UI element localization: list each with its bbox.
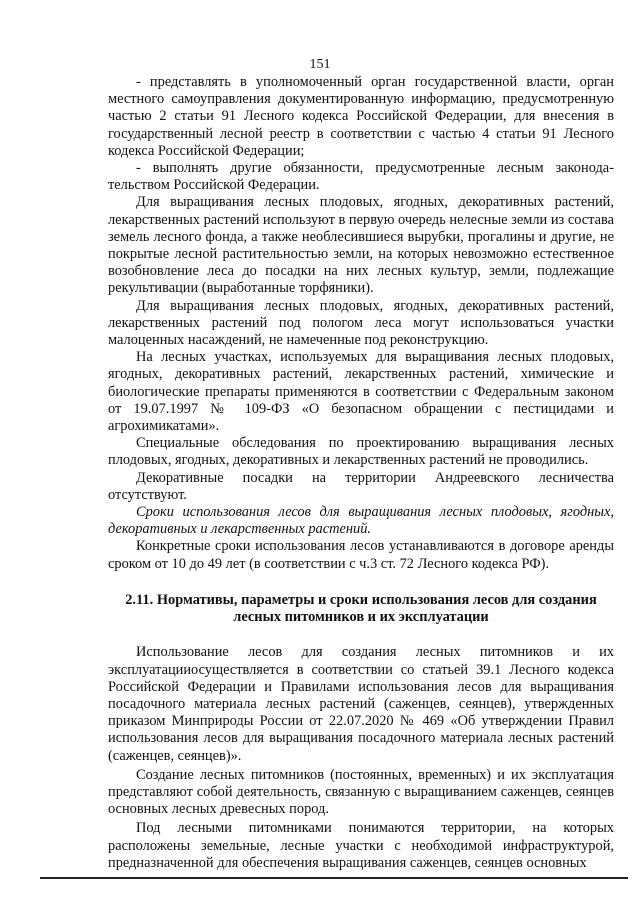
- paragraph-lease-terms: Конкретные сроки использования лесов устанавливаются в договоре аренды сроком от 10 до 49 лет (в соответствии с ч.3 ст. 72 Лесного кодекса РФ).: [108, 538, 614, 572]
- paragraph-nursery-creation: Создание лесных питомников (постоянных, временных) и их эксплуатация представляют собой деятельность, связанную с выращиванием саженцев, сеянцев основных лесных древесных пород.: [108, 766, 614, 818]
- section-heading-line-2: лесных питомников и их эксплуатации: [233, 609, 489, 626]
- paragraph-nursery-definition: Под лесными питомниками понимаются территории, на которых расположены земельные, лесные участки с необходимой инфраструктурой, предназначенной для обеспечения выращивания саженцев, сеянцев основных: [108, 820, 614, 871]
- document-body: [108, 74, 614, 872]
- paragraph-chemicals: На лесных участках, используемых для выращивания лесных плодовых, ягодных, декоративных растений, лекарственных растений, химические и биологические препараты применяются в соответствии с Федеральным законом от 19.07.1997 № 109-ФЗ «О безопасном обращении с пестицидами и агрохимикатами».: [108, 349, 614, 435]
- paragraph-surveys: Специальные обследования по проектированию выращивания лесных плодовых, ягодных, декоративных и лекарственных растений не проводились.: [108, 435, 614, 469]
- paragraph-duty-other: - выполнять другие обязанности, предусмотренные лесным законода-тельством Российской Федерации.: [108, 160, 614, 194]
- page-number: 151: [309, 57, 331, 72]
- section-heading-2-11: [108, 592, 614, 626]
- paragraph-decorative-plantings: Декоративные посадки на территории Андреевского лесничества отсутствуют.: [108, 469, 614, 503]
- section-heading-line-1: 2.11. Нормативы, параметры и сроки использования лесов для создания: [125, 591, 597, 608]
- paragraph-nursery-usage: Использование лесов для создания лесных питомников и их эксплуатацииосуществляется в соответствии со статьей 39.1 Лесного кодекса Российской Федерации и Правилами использования лесов для выращивания посадочного материала лесных растений (саженцев, сеянцев), утвержденных приказом Минприроды России от 22.07.2020 № 469 «Об утверждении Правил использования лесов для выращивания посадочного материала лесных растений (саженцев, сеянцев)».: [108, 644, 614, 764]
- paragraph-terms-title: Сроки использования лесов для выращивания лесных плодовых, ягодных, декоративных и лекарственных растений.: [108, 504, 614, 538]
- bottom-divider: [40, 877, 628, 879]
- paragraph-duty-report: - представлять в уполномоченный орган государственной власти, орган местного самоуправления документированную информацию, предусмотренную частью 2 статьи 91 Лесного кодекса Российской Федерации, для внесения в государственный лесной реестр в соответствии с частью 4 статьи 91 Лесного кодекса Российской Федерации;: [108, 74, 614, 159]
- paragraph-under-canopy: Для выращивания лесных плодовых, ягодных, декоративных растений, лекарственных растений под пологом леса могут использоваться участки малоценных насаждений, не намеченные под реконструкцию.: [108, 297, 614, 349]
- paragraph-lands-for-growing: Для выращивания лесных плодовых, ягодных, декоративных растений, лекарственных растений используют в первую очередь нелесные земли из состава земель лесного фонда, а также необлесившиеся вырубки, прогалины и другие, не покрытые лесной растительностью земли, на которых невозможно естественное возобновление леса до посадки на них лесных культур, земли, подлежащие рекультивации (выработанные торфяники).: [108, 194, 614, 297]
